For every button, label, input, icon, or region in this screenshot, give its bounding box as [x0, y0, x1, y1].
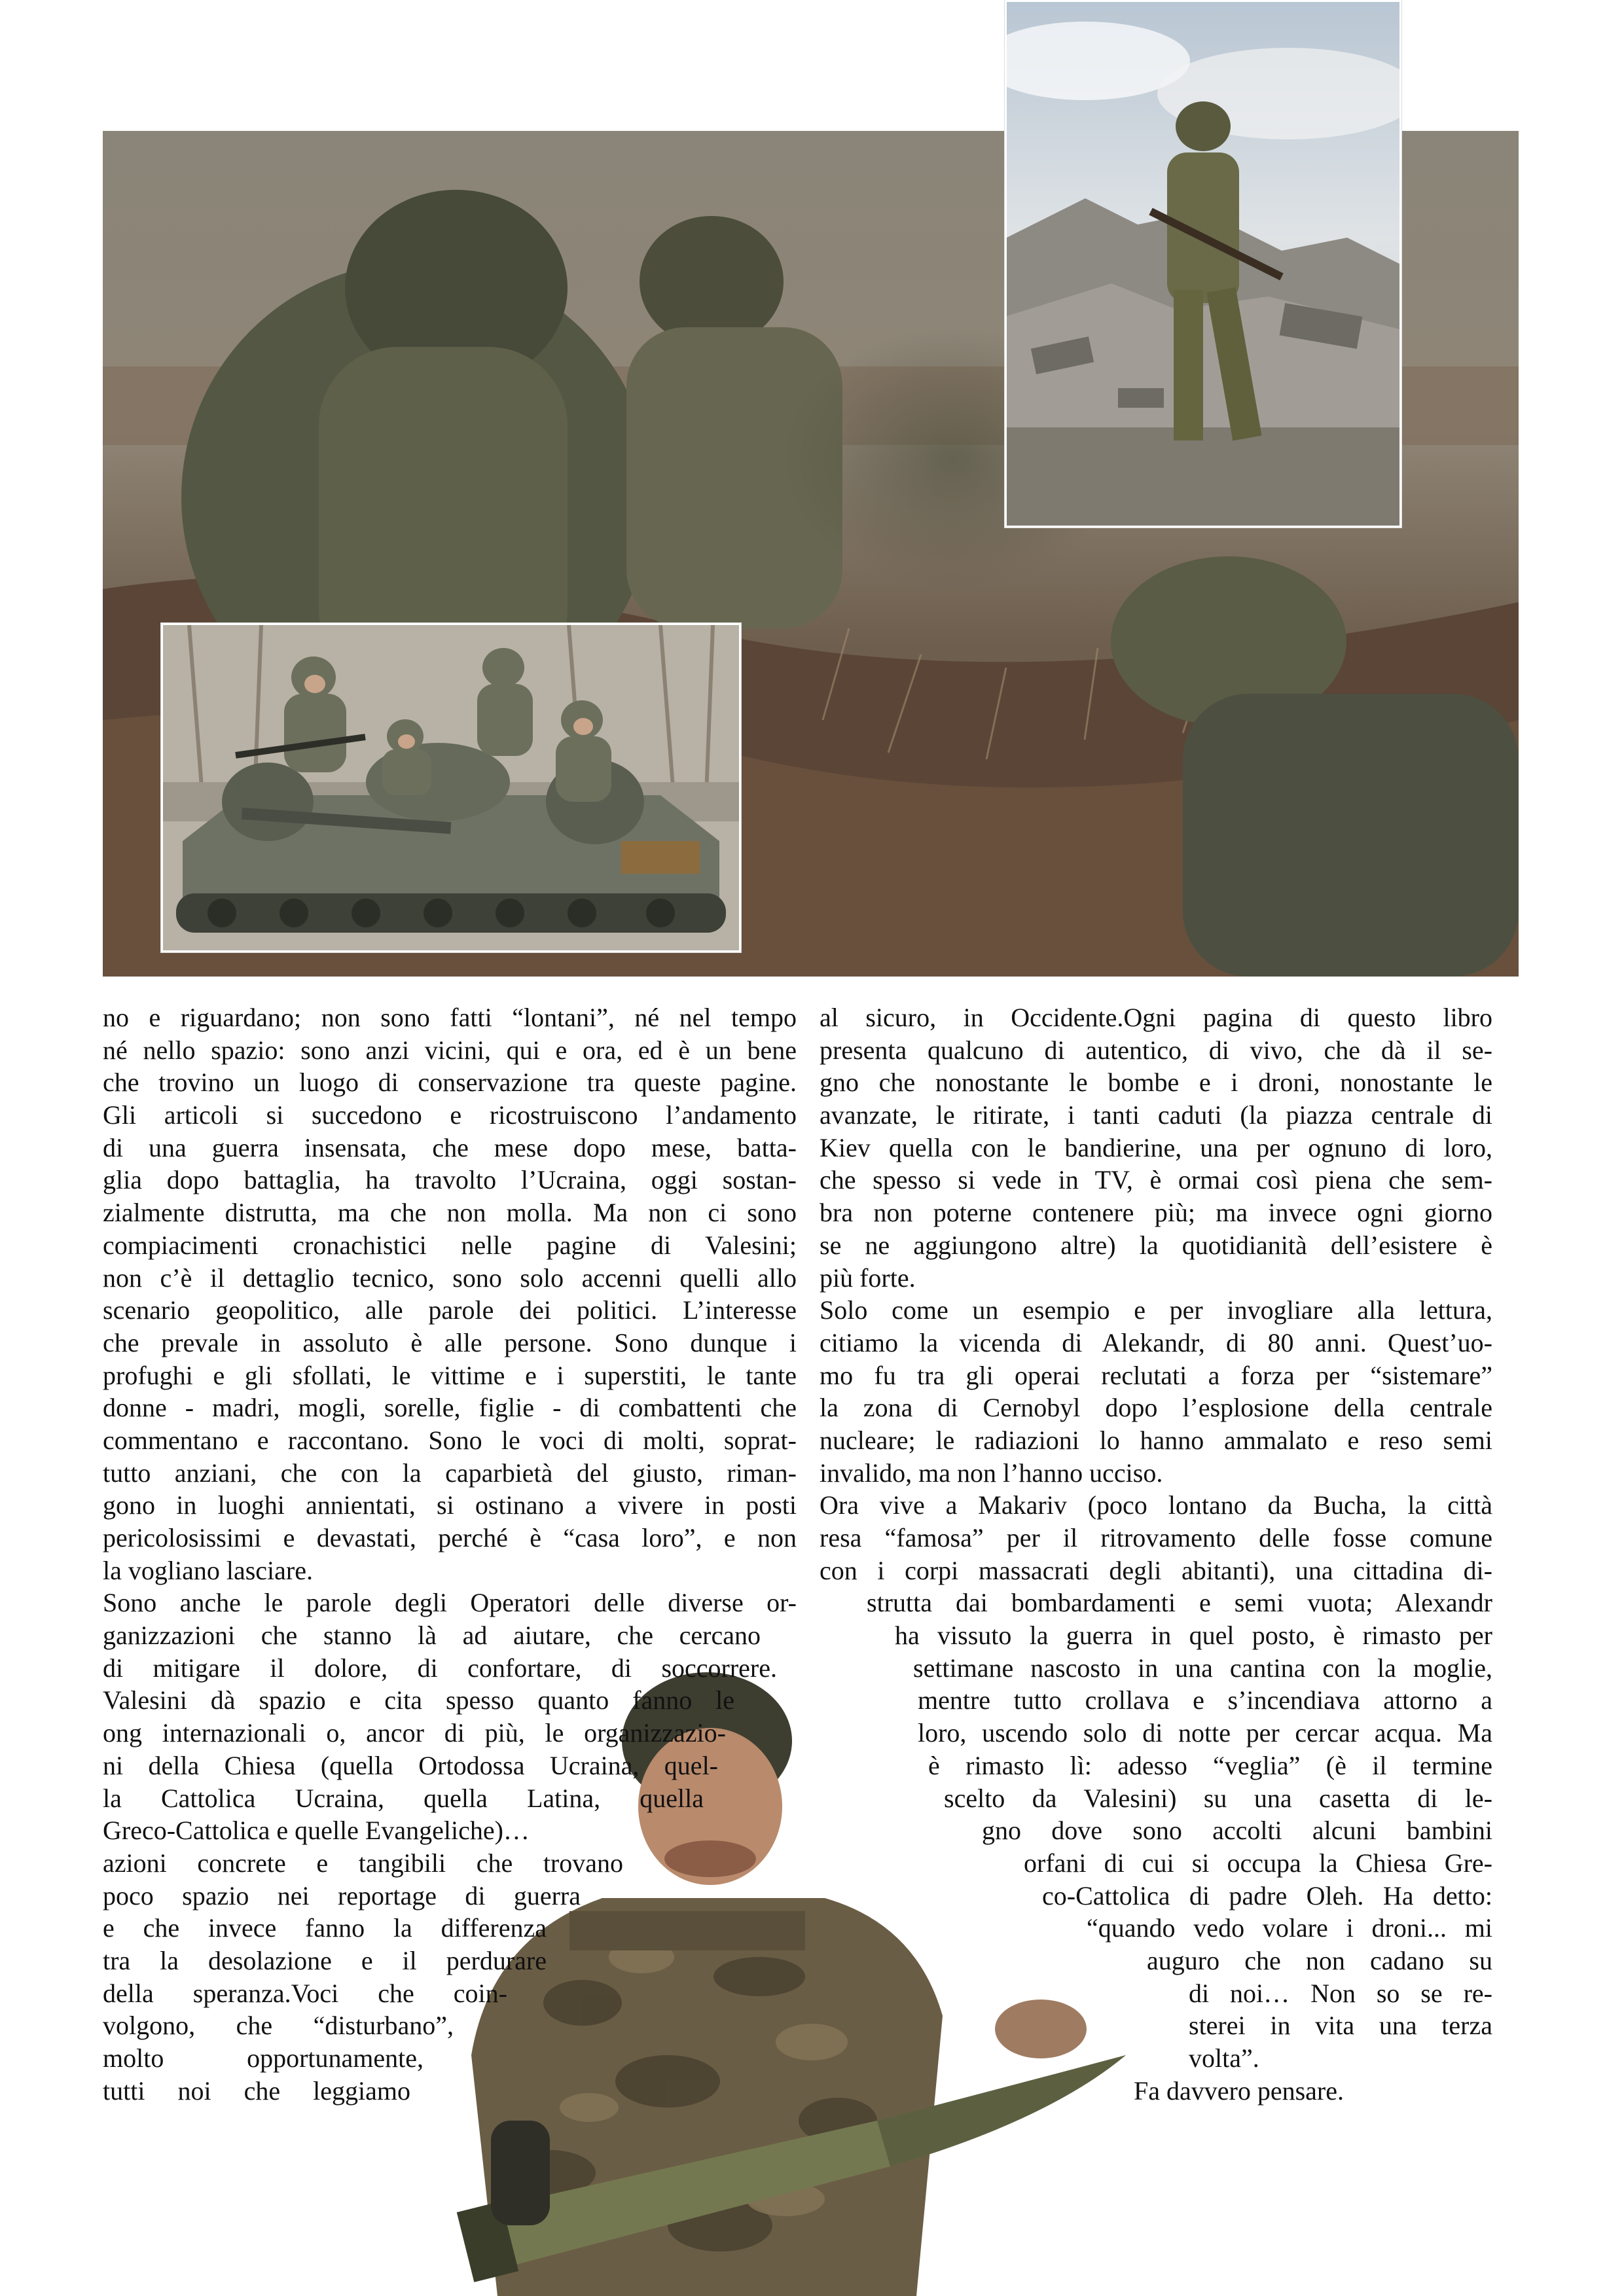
text-line: pericolosissimi e devastati, perché è “casa loro”, e non: [103, 1523, 797, 1552]
text-line: Gli articoli si succedono e ricostruiscono l’andamento: [103, 1100, 797, 1130]
text-line: orfani di cui si occupa la Chiesa Gre-: [1024, 1848, 1492, 1878]
text-line: della speranza.Voci che coin-: [103, 1978, 507, 2008]
text-line: più forte.: [820, 1263, 916, 1293]
text-line: di una guerra insensata, che mese dopo mese, batta-: [103, 1132, 797, 1162]
text-line: tutti noi che leggiamo: [103, 2075, 410, 2106]
article-column-right: [820, 1001, 1492, 2107]
text-line: tra la desolazione e il perdurare: [103, 1945, 547, 1975]
text-line: Ora vive a Makariv (poco lontano da Bucha, la città: [820, 1490, 1492, 1520]
text-line: avanzate, le ritirate, i tanti caduti (la piazza centrale di: [820, 1100, 1492, 1130]
text-line: di mitigare il dolore, di confortare, di soccorrere.: [103, 1653, 777, 1683]
text-line: che trovino un luogo di conservazione tra queste pagine.: [103, 1067, 797, 1098]
photo-soldiers-armored-vehicle-icon: [163, 625, 739, 950]
text-line: non c’è il dettaglio tecnico, sono solo accenni quelli allo: [103, 1263, 797, 1293]
text-line: volta”.: [1189, 2043, 1259, 2073]
text-line: resa “famosa” per il ritrovamento delle fosse comune: [820, 1523, 1492, 1552]
text-line: tutto anziani, che con la caparbietà del giusto, riman-: [103, 1458, 797, 1488]
text-line: scenario geopolitico, alle parole dei politici. L’interesse: [103, 1295, 797, 1325]
text-line: Sono anche le parole degli Operatori delle diverse or-: [103, 1588, 797, 1618]
text-line: la vogliano lasciare.: [103, 1555, 313, 1585]
text-line: gno che nonostante le bombe e i droni, nonostante le: [820, 1067, 1492, 1098]
text-line: “quando vedo volare i droni... mi: [1087, 1913, 1492, 1943]
text-line: loro, uscendo solo di notte per cercar acqua. Ma: [918, 1718, 1492, 1748]
text-line: se ne aggiungono altre) la quotidianità dell’esistere è: [820, 1230, 1492, 1260]
text-line: ha vissuto la guerra in quel posto, è rimasto per: [895, 1621, 1492, 1651]
text-line: profughi e gli sfollati, le vittime e i superstiti, le tante: [103, 1360, 797, 1390]
text-line: nucleare; le radiazioni lo hanno ammalato e reso semi: [820, 1425, 1492, 1455]
text-line: Kiev quella con le bandierine, una per ognuno di loro,: [820, 1132, 1492, 1162]
inset-photo-soldiers-armored-vehicle: [161, 623, 741, 952]
text-line: commentano e raccontano. Sono le voci di molti, soprat-: [103, 1425, 797, 1455]
text-line: ong internazionali o, ancor di più, le organizzazio-: [103, 1718, 726, 1748]
text-line: gno dove sono accolti alcuni bambini: [982, 1816, 1492, 1846]
text-line: la zona di Cernobyl dopo l’esplosione della centrale: [820, 1393, 1492, 1423]
text-line: sterei in vita una terza: [1189, 2011, 1492, 2041]
text-line: bra non poterne contenere più; ma invece ogni giorno: [820, 1198, 1492, 1228]
text-line: la Cattolica Ucraina, quella Latina, quella: [103, 1783, 704, 1813]
text-line: auguro che non cadano su: [1147, 1945, 1492, 1975]
text-line: settimane nascosto in una cantina con la moglie,: [913, 1653, 1492, 1683]
text-line: mentre tutto crollava e s’incendiava attorno a: [918, 1685, 1492, 1715]
text-line: ni della Chiesa (quella Ortodossa Ucraina, quel-: [103, 1750, 718, 1780]
text-line: che spesso si vede in TV, è ormai così piena che sem-: [820, 1165, 1492, 1195]
text-line: Fa davvero pensare.: [1134, 2075, 1344, 2106]
text-line: invalido, ma non l’hanno ucciso.: [820, 1458, 1163, 1488]
text-line: al sicuro, in Occidente.Ogni pagina di questo libro: [820, 1003, 1492, 1032]
text-line: no e riguardano; non sono fatti “lontani”, né nel tempo: [103, 1003, 797, 1032]
text-line: poco spazio nei reportage di guerra: [103, 1880, 581, 1910]
text-line: Solo come un esempio e per invogliare alla lettura,: [820, 1295, 1492, 1325]
text-line: di noi… Non so se re-: [1189, 1978, 1492, 2008]
article-column-left: [103, 1001, 797, 2107]
text-line: con i corpi massacrati degli abitanti), una cittadina di-: [820, 1555, 1492, 1585]
text-line: è rimasto lì: adesso “veglia” (è il termine: [928, 1750, 1492, 1780]
text-line: che prevale in assoluto è alle persone. Sono dunque i: [103, 1327, 797, 1357]
text-line: compiacimenti cronachistici nelle pagine di Valesini;: [103, 1230, 797, 1260]
text-line: citiamo la vicenda di Alekandr, di 80 anni. Quest’uo-: [820, 1327, 1492, 1357]
text-line: volgono, che “disturbano”,: [103, 2011, 454, 2041]
text-line: co-Cattolica di padre Oleh. Ha detto:: [1042, 1880, 1492, 1910]
text-line: mo fu tra gli operai reclutati a forza per “sistemare”: [820, 1360, 1492, 1390]
text-line: ganizzazioni che stanno là ad aiutare, che cercano: [103, 1621, 761, 1651]
inset-photo-soldier-ruins: [1005, 0, 1401, 528]
text-line: azioni concrete e tangibili che trovano: [103, 1848, 623, 1878]
text-line: glia dopo battaglia, ha travolto l’Ucraina, oggi sostan-: [103, 1165, 797, 1195]
text-line: presenta qualcuno di autentico, di vivo, che dà il se-: [820, 1035, 1492, 1065]
text-line: scelto da Valesini) su una casetta di le-: [944, 1783, 1492, 1813]
text-line: e che invece fanno la differenza: [103, 1913, 547, 1943]
text-line: donne - madri, mogli, sorelle, figlie - di combattenti che: [103, 1393, 797, 1423]
text-line: Greco-Cattolica e quelle Evangeliche)…: [103, 1816, 530, 1846]
text-line: molto opportunamente,: [103, 2043, 424, 2073]
text-line: zialmente distrutta, ma che non molla. Ma non ci sono: [103, 1198, 797, 1228]
text-line: né nello spazio: sono anzi vicini, qui e ora, ed è un bene: [103, 1035, 797, 1065]
text-line: strutta dai bombardamenti e semi vuota; Alexandr: [867, 1588, 1492, 1618]
text-line: Valesini dà spazio e cita spesso quanto fanno le: [103, 1685, 734, 1715]
text-line: gono in luoghi annientati, si ostinano a vivere in posti: [103, 1490, 797, 1520]
photo-soldier-ruins-icon: [1007, 2, 1399, 526]
